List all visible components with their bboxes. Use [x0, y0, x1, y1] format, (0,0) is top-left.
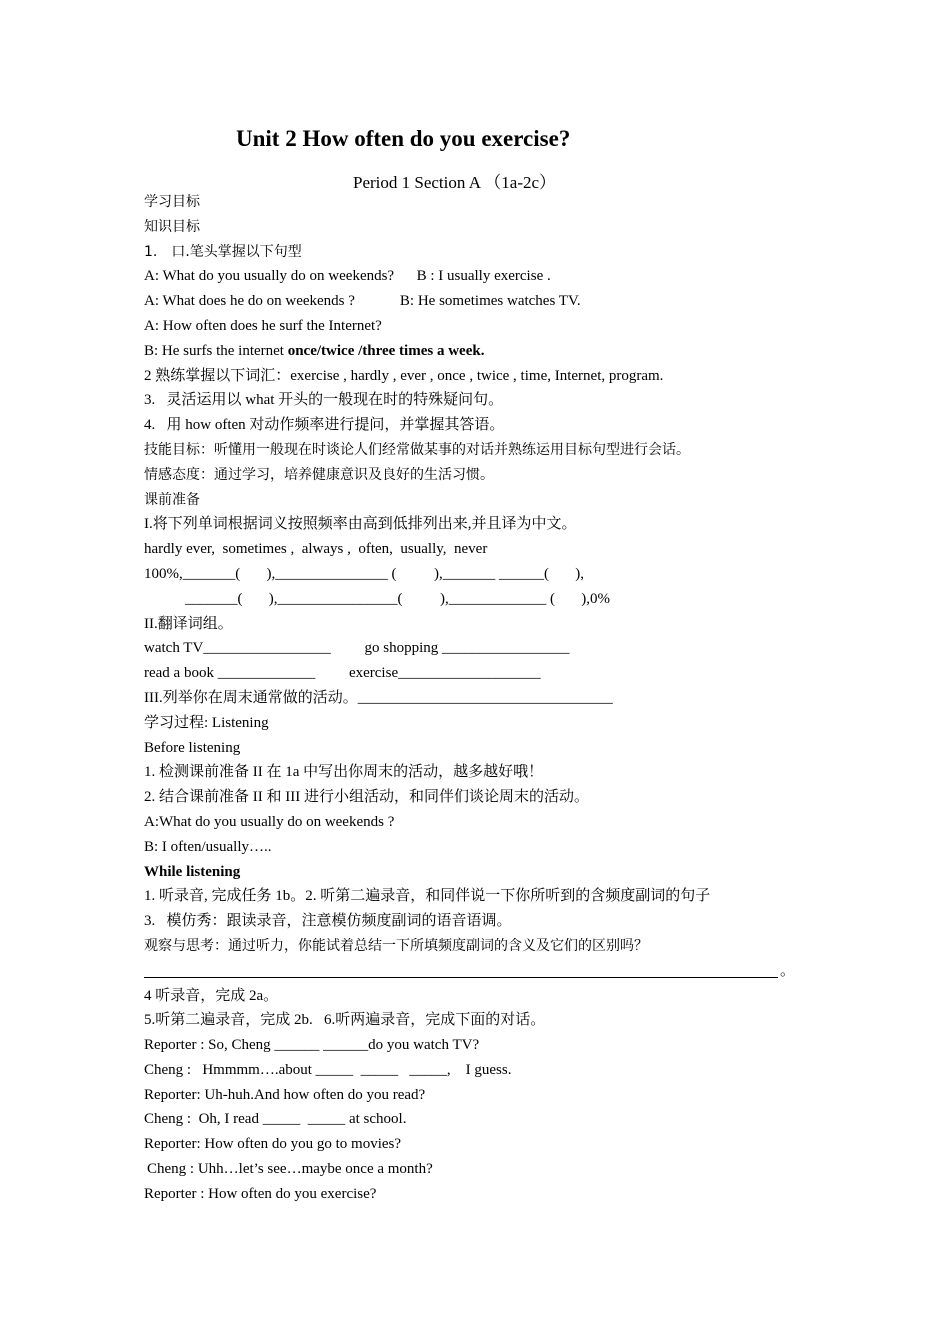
- dialogue-line: Cheng : Hmmmm….about _____ _____ _____, I guess.: [144, 1061, 512, 1078]
- preparation-task-1: I.将下列单词根据词义按照频率由高到低排列出来,并且译为中文。: [144, 516, 577, 533]
- while-step-4: 4 听录音，完成 2a。: [144, 987, 279, 1004]
- dialogue-line: Reporter: Uh-huh.And how often do you read?: [144, 1086, 426, 1103]
- phrase-row-2: read a book _____________ exercise___________________: [144, 665, 541, 682]
- before-step-1: 1. 检测课前准备 II 在 1a 中写出你周末的活动，越多越好哦！: [144, 764, 544, 781]
- while-step-3: 3. 模仿秀：跟读录音，注意模仿频度副词的语音语调。: [144, 913, 512, 930]
- answer-rule-line: [144, 959, 804, 984]
- dialogue-line: Reporter: How often do you go to movies?: [144, 1136, 402, 1153]
- while-listening-heading: While listening: [144, 863, 241, 880]
- sample-dialogue-a: A:What do you usually do on weekends ?: [144, 813, 395, 830]
- objective-item-2: 2 熟练掌握以下词汇：exercise , hardly , ever , once , twice , time, Internet, program.: [144, 367, 664, 384]
- objectives-heading: 学习目标: [144, 194, 200, 210]
- dialogue-line: Reporter : So, Cheng ______ ______do you watch TV?: [144, 1037, 480, 1054]
- answer-rule-end: 。: [780, 962, 796, 979]
- objective-item-3: 3. 灵活运用以 what 开头的一般现在时的特殊疑问句。: [144, 392, 504, 409]
- frequency-word-list: hardly ever, sometimes , always , often, usually, never: [144, 541, 488, 558]
- knowledge-heading: 知识目标: [144, 218, 200, 235]
- before-listening-heading: Before listening: [144, 739, 241, 756]
- preparation-task-2: II.翻译词组。: [144, 615, 233, 632]
- dialogue-line: Cheng : Oh, I read _____ _____ at school.: [144, 1111, 407, 1128]
- preparation-task-3: III.列举你在周末通常做的活动。__________________________________: [144, 689, 613, 706]
- dialogue-line: Cheng : Uhh…let’s see…maybe once a month?: [147, 1161, 433, 1178]
- sentence-pattern-2: A: What does he do on weekends ? B: He sometimes watches TV.: [144, 293, 581, 310]
- dialogue-line: Reporter : How often do you exercise?: [144, 1185, 377, 1202]
- sentence-pattern-1: A: What do you usually do on weekends? B : I usually exercise .: [144, 268, 551, 285]
- emotion-objective: 情感态度：通过学习，培养健康意识及良好的生活习惯。: [144, 466, 494, 483]
- sentence-pattern-3: A: How often does he surf the Internet?: [144, 317, 382, 334]
- before-step-2: 2. 结合课前准备 II 和 III 进行小组活动，和同伴们谈论周末的活动。: [144, 789, 589, 806]
- preparation-heading: 课前准备: [144, 491, 200, 508]
- objective-item-4: 4. 用 how often 对动作频率进行提问，并掌握其答语。: [144, 417, 505, 434]
- page-subtitle: Period 1 Section A （1a-2c）: [353, 173, 557, 192]
- while-step-1-2: 1. 听录音, 完成任务 1b。2. 听第二遍录音，和同伴说一下你所听到的含频度副词的句子: [144, 888, 711, 905]
- skill-objective: 技能目标：听懂用一般现在时谈论人们经常做某事的对话并熟练运用目标句型进行会话。: [144, 441, 690, 458]
- phrase-row-1: watch TV_________________ go shopping _________________: [144, 640, 570, 657]
- sample-dialogue-b: B: I often/usually…..: [144, 838, 272, 855]
- sentence-pattern-4-bold: once/twice /three times a week.: [287, 342, 485, 359]
- answer-rule: [144, 965, 778, 978]
- frequency-blank-row-1: 100%,_______( ),_______________ ( ),_______ ______( ),: [144, 565, 584, 582]
- while-step-5-6: 5.听第二遍录音，完成 2b. 6.听两遍录音，完成下面的对话。: [144, 1012, 546, 1029]
- objective-item-1: 1. 口.笔头掌握以下句型: [144, 243, 302, 260]
- page-title: Unit 2 How often do you exercise?: [236, 126, 571, 151]
- process-heading: 学习过程: Listening: [144, 714, 269, 731]
- frequency-blank-row-2: _______( ),________________( ),_____________ ( ),0%: [185, 590, 610, 607]
- sentence-pattern-4: [144, 339, 804, 364]
- observe-think-prompt: 观察与思考：通过听力，你能试着总结一下所填频度副词的含义及它们的区别吗？: [144, 937, 648, 954]
- worksheet-body: [144, 190, 804, 1207]
- sentence-pattern-4-text: B: He surfs the internet: [144, 342, 288, 359]
